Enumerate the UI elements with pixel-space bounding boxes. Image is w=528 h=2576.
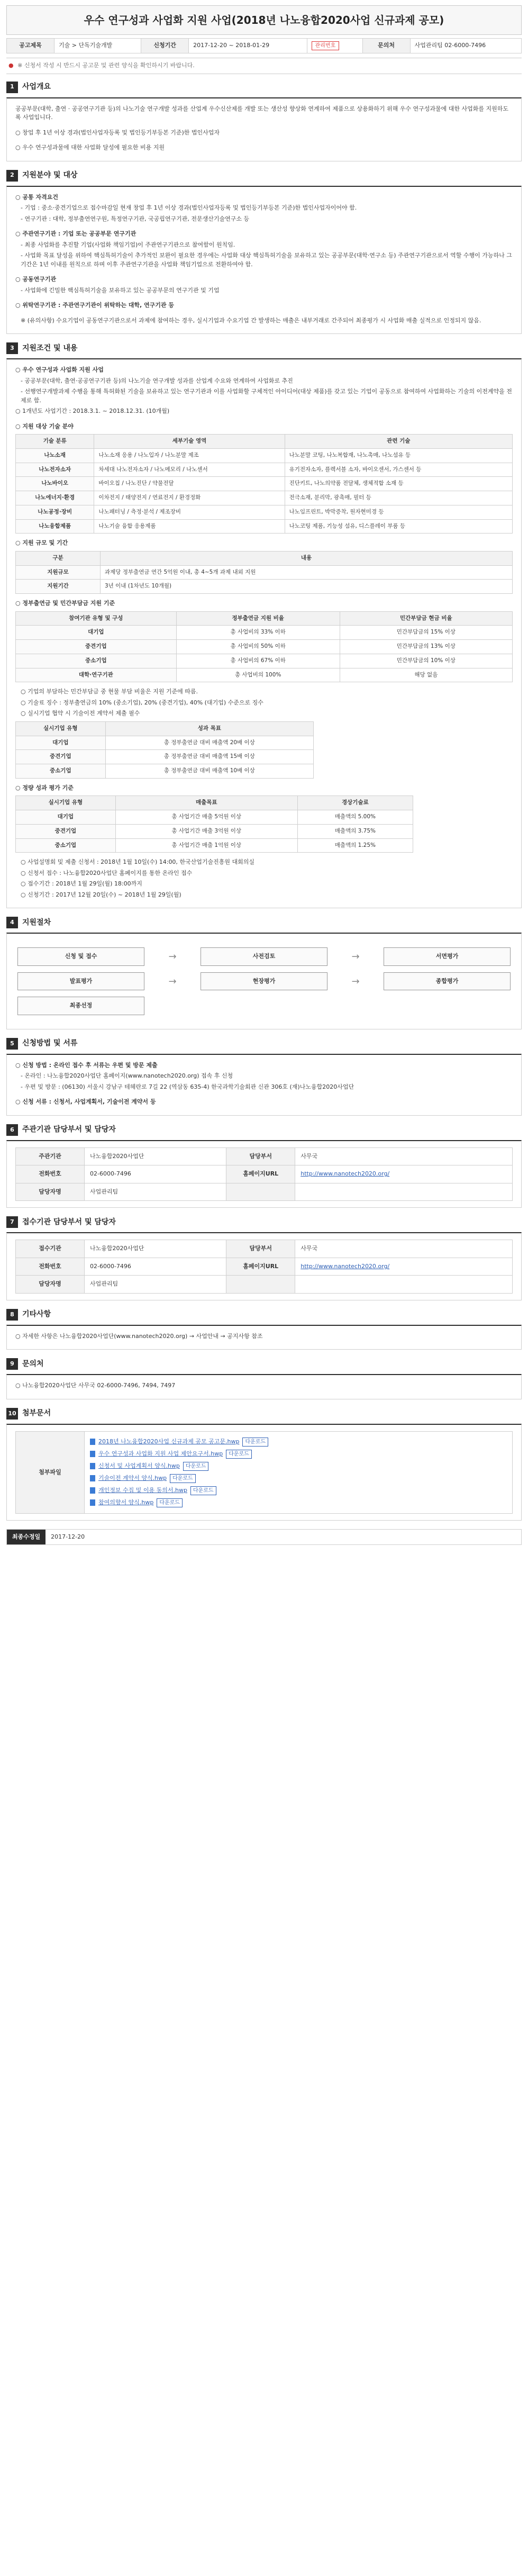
text-line: ○ 지원 대상 기술 분야 <box>15 422 74 430</box>
flow-step: 신청 및 접수 <box>17 947 144 966</box>
file-icon <box>90 1463 95 1469</box>
file-icon <box>90 1475 95 1481</box>
table-header: 내용 <box>101 551 513 565</box>
section-eligibility <box>6 170 522 335</box>
table-row: 전화번호 02-6000-7496 홈페이지URL http://www.nanotech2020.org/ <box>16 1165 513 1183</box>
section-number: 6 <box>6 1124 18 1136</box>
text-line: ○ 우수 연구성과 사업화 지원 사업 <box>15 366 104 373</box>
text-line: - 온라인 : 나노융합2020사업단 홈페이지(www.nanotech2020.org) 접속 후 신청 <box>21 1072 233 1080</box>
table-row: 나노융합제품 나노기술 융합 응용제품 나노코팅 제품, 기능성 섬유, 디스플레이 부품 등 <box>16 519 513 534</box>
section-title: 사업개요 <box>22 83 51 91</box>
table-row: 중소기업 총 사업비의 67% 이하 민간부담금의 10% 이상 <box>16 654 513 668</box>
meta-label: 공고제목 <box>7 39 54 53</box>
text-line: ○ 위탁연구기관 : 주관연구기관이 위탁하는 대학, 연구기관 등 <box>15 302 175 309</box>
section-overview <box>6 82 522 161</box>
section-title: 문의처 <box>22 1359 44 1368</box>
text-line: - 공공부문(대학, 출연·공공연구기관 등)의 나노기술 연구개발 성과를 산업계 수요와 연계하여 사업화로 추진 <box>21 377 293 384</box>
performance-table <box>15 721 314 779</box>
text-line: ○ 사업설명회 및 제출 신청서 : 2018년 1월 10일(수) 14:00, 한국산업기술진흥원 대회의실 <box>21 858 255 866</box>
table-row: 전화번호 02-6000-7496 홈페이지URL http://www.nanotech2020.org/ <box>16 1258 513 1276</box>
info-icon: ● <box>8 62 14 69</box>
text-line: - 연구기관 : 대학, 정부출연연구원, 특정연구기관, 국공립연구기관, 전문생산기술연구소 등 <box>21 215 250 222</box>
section-title: 첨부문서 <box>22 1409 51 1418</box>
file-icon <box>90 1451 95 1457</box>
text-line: ○ 정부출연금 및 민간부담금 지원 기준 <box>15 600 115 607</box>
table-row: 중견기업 총 정부출연금 대비 매출액 15배 이상 <box>16 750 314 764</box>
text-line: ○ 공동연구기관 <box>15 276 57 283</box>
download-button[interactable]: 다운로드 <box>242 1438 268 1447</box>
table-header: 관련 기술 <box>285 435 512 449</box>
table-row: 담당자명 사업관리팀 <box>16 1183 513 1201</box>
performance-criteria-table <box>15 796 413 853</box>
section-application <box>6 1038 522 1116</box>
text-line: ○ 신청기간 : 2017년 12월 20일(수) ~ 2018년 1월 29일(월) <box>21 891 181 898</box>
text-line: ○ 접수기간 : 2018년 1월 29일(월) 18:00까지 <box>21 880 142 888</box>
text-line: ○ 실시기업 협약 시 기술이전 계약서 제출 필수 <box>21 710 140 717</box>
table-row: 나노에너지·환경 이차전지 / 태양전지 / 연료전지 / 환경정화 전극소재, 분리막, 광촉매, 필터 등 <box>16 491 513 505</box>
flow-step: 최종선정 <box>17 997 144 1015</box>
section-number: 8 <box>6 1309 18 1321</box>
list-item <box>90 1472 507 1485</box>
table-row: 나노전자소자 차세대 나노전자소자 / 나노메모리 / 나노센서 유기전자소자, 플렉서블 소자, 바이오센서, 가스센서 등 <box>16 463 513 477</box>
fund-table <box>15 611 513 683</box>
meta-period: 2017-12-20 ~ 2018-01-29 <box>189 39 307 53</box>
section-title: 지원분야 및 대상 <box>22 171 78 179</box>
tech-table <box>15 434 513 534</box>
attachment-label: 첨부파일 <box>16 1431 85 1513</box>
download-button[interactable]: 다운로드 <box>226 1450 252 1459</box>
list-item <box>90 1485 507 1497</box>
table-row: 지원기간 3년 이내 (1차년도 10개월) <box>16 580 513 594</box>
section-number: 10 <box>6 1408 18 1420</box>
text-line: - 사업화에 긴밀한 핵심특허기술을 보유하고 있는 공공부문의 연구기관 및 기업 <box>21 286 220 294</box>
arrow-right-icon: → <box>351 951 360 962</box>
table-header: 경상기술료 <box>297 796 413 810</box>
attachment-link[interactable]: 2018년 나노융합2020사업 신규과제 공모 공고문.hwp <box>98 1438 240 1445</box>
attachment-link[interactable]: 우수 연구성과 사업화 지원 사업 제안요구서.hwp <box>98 1450 223 1457</box>
section-title: 지원조건 및 내용 <box>22 344 78 352</box>
homepage-link[interactable]: http://www.nanotech2020.org/ <box>301 1262 390 1270</box>
meta-contact: 사업관리팀 02-6000-7496 <box>410 39 521 53</box>
text-line: ○ 신청 서류 : 신청서, 사업계획서, 기술이전 계약서 등 <box>15 1098 156 1106</box>
meta-table <box>6 38 522 53</box>
attachment-list <box>90 1436 507 1509</box>
status-badge: 관리번호 <box>312 41 340 50</box>
text-line: ○ 정량 성과 평가 기준 <box>15 784 74 791</box>
section-procedure <box>6 917 522 1029</box>
table-row: 지원규모 과제당 정부출연금 연간 5억원 이내, 총 4~5개 과제 내외 지원 <box>16 565 513 580</box>
list-item <box>90 1460 507 1472</box>
section-support <box>6 342 522 908</box>
table-row: 담당자명 사업관리팀 <box>16 1276 513 1294</box>
table-header: 정부출연금 지원 비율 <box>176 611 340 626</box>
footer-bar <box>6 1529 522 1545</box>
file-icon <box>90 1487 95 1494</box>
text-line: - 사업화 목표 달성을 위하여 핵심특허기술이 추가적인 보완이 필요한 경우에는 사업화 대상 핵심특허기술을 보유하고 있는 공공부문(대학·연구소 등) 주관연구기관으로서 역할 수행이 가능하나 그 기간은 1년 이내를 원칙으로 하며 이후 주관연구기관을 사업화 책임기업으로 전환하여야 함. <box>21 252 512 268</box>
scale-table <box>15 551 513 594</box>
contact-table <box>15 1240 513 1294</box>
arrow-right-icon: → <box>168 951 177 962</box>
download-button[interactable]: 다운로드 <box>157 1498 183 1507</box>
flow-step: 서면평가 <box>384 947 511 966</box>
attachment-link[interactable]: 신청서 및 사업계획서 양식.hwp <box>98 1462 180 1469</box>
text-line: 공공부문(대학, 출연 · 공공연구기관 등)의 나노기술 연구개발 성과를 산업계 우수신산제를 개발 또는 생산성 향상화 연계하여 제품으로 상용화하기 위해 우수 연구성과물에 대한 사업화를 지원하도록 사업입니다. <box>15 105 508 121</box>
text-line: ○ 공통 자격요건 <box>15 193 59 201</box>
text-line: ○ 주관연구기관 : 기업 또는 공공부문 연구기관 <box>15 230 136 237</box>
arrow-right-icon: → <box>168 975 177 987</box>
list-item <box>90 1497 507 1509</box>
flow-step: 종합평가 <box>384 972 511 991</box>
section-title: 접수기관 담당부서 및 담당자 <box>22 1217 116 1226</box>
table-header: 성과 목표 <box>105 721 313 736</box>
meta-label: 신청기간 <box>141 39 189 53</box>
section-title: 기타사항 <box>22 1310 51 1319</box>
section-title: 신청방법 및 서류 <box>22 1039 78 1048</box>
section-number: 7 <box>6 1216 18 1228</box>
file-icon <box>90 1499 95 1506</box>
table-header: 민간부담금 현금 비율 <box>340 611 512 626</box>
flow-step: 사전검토 <box>201 947 327 966</box>
table-row: 나노공정·장비 나노패터닝 / 측정·분석 / 제조장비 나노임프린트, 박막증착, 원자현미경 등 <box>16 505 513 519</box>
section-attachments <box>6 1408 522 1521</box>
table-row: 중소기업 총 정부출연금 대비 매출액 10배 이상 <box>16 764 314 779</box>
list-item <box>90 1436 507 1448</box>
section-inquiry <box>6 1358 522 1399</box>
section-title: 지원절차 <box>22 918 51 927</box>
footer-value: 2017-12-20 <box>51 1533 85 1540</box>
title-box <box>6 5 522 35</box>
notice: ● ※ 신청서 작성 시 반드시 공고문 및 관련 양식을 확인하시기 바랍니다. <box>6 58 522 74</box>
attachment-link[interactable]: 기술이전 계약서 양식.hwp <box>98 1474 167 1481</box>
section-number: 3 <box>6 342 18 354</box>
text-line: ※ (유의사항) 수요기업이 공동연구기관으로서 과제에 참여하는 경우, 실시기업과 수요기업 간 발생하는 매출은 내부거래로 간주되어 최종평가 시 사업화 매출 실적으로 인정되지 않음. <box>21 317 481 324</box>
table-row: 중소기업 총 사업기간 매출 1억원 이상 매출액의 1.25% <box>16 838 413 853</box>
section-etc <box>6 1309 522 1350</box>
table-row: 중견기업 총 사업비의 50% 이하 민간부담금의 13% 이상 <box>16 640 513 654</box>
table-row: 나노소재 나노소재 응용 / 나노입자 / 나노분말 제조 나노분말 코팅, 나노복합재, 나노촉매, 나노섬유 등 <box>16 448 513 463</box>
meta-category: 기술 > 단독기술개발 <box>54 39 141 53</box>
table-header: 참여기관 유형 및 구성 <box>16 611 177 626</box>
text-line: - 선행연구개발과제 수행을 통해 특허화된 기술을 보유하고 있는 연구기관과 이를 사업화할 구체적인 아이디어(대상 제품)를 갖고 있는 기업이 공동으로 참여하여 사업화하는 기술의 이전계약을 전제로 함. <box>21 388 512 404</box>
table-row: 주관기관 나노융합2020사업단 담당부서 사무국 <box>16 1147 513 1165</box>
table-row: 중견기업 총 사업기간 매출 3억원 이상 매출액의 3.75% <box>16 824 413 838</box>
section-number: 5 <box>6 1038 18 1050</box>
text-line: - 기업 : 중소·중견기업으로 접수마감일 현재 창업 후 1년 이상 경과(법인사업자등록 및 법인등기부등본 기준)한 법인사업자이어야 함. <box>21 204 357 211</box>
section-number: 1 <box>6 82 18 93</box>
text-line: ○ 창업 후 1년 이상 경과(법인사업자등록 및 법인등기부등본 기준)한 법인사업자 <box>15 129 220 136</box>
section-number: 9 <box>6 1358 18 1370</box>
section-title: 주관기관 담당부서 및 담당자 <box>22 1125 116 1134</box>
section-receipt-contact <box>6 1216 522 1300</box>
text-line: ○ 1개년도 사업기간 : 2018.3.1. ~ 2018.12.31. (10개월) <box>15 408 170 414</box>
arrow-right-icon: → <box>351 975 360 987</box>
table-header: 기술 분류 <box>16 435 94 449</box>
text-line: ○ 자세한 사항은 나노융합2020사업단(www.nanotech2020.org) → 사업안내 → 공지사항 참조 <box>15 1332 263 1340</box>
homepage-link[interactable]: http://www.nanotech2020.org/ <box>301 1170 390 1178</box>
file-icon <box>90 1439 95 1445</box>
download-button[interactable]: 다운로드 <box>190 1486 216 1495</box>
footer-label: 최종수정일 <box>7 1530 45 1545</box>
table-row: 나노바이오 바이오칩 / 나노진단 / 약물전달 진단키트, 나노의약품 전달체, 생체적합 소재 등 <box>16 477 513 491</box>
list-item <box>90 1448 507 1460</box>
table-row: 대학·연구기관 총 사업비의 100% 해당 없음 <box>16 668 513 682</box>
text-line: ○ 나노융합2020사업단 사무국 02-6000-7496, 7494, 7497 <box>15 1382 176 1389</box>
flow-step: 발표평가 <box>17 972 144 991</box>
download-button[interactable]: 다운로드 <box>183 1462 209 1471</box>
table-row: 대기업 총 정부출연금 대비 매출액 20배 이상 <box>16 736 314 750</box>
table-row: 대기업 총 사업기간 매출 5억원 이상 매출액의 5.00% <box>16 810 413 825</box>
text-line: ○ 우수 연구성과물에 대한 사업화 달성에 필요한 비용 지원 <box>15 144 165 151</box>
section-number: 4 <box>6 917 18 928</box>
table-row: 대기업 총 사업비의 33% 이하 민간부담금의 15% 이상 <box>16 626 513 640</box>
download-button[interactable]: 다운로드 <box>170 1474 196 1483</box>
flow-step: 현장평가 <box>201 972 327 991</box>
table-header: 실시기업 유형 <box>16 796 116 810</box>
attachment-link[interactable]: 참여의향서 양식.hwp <box>98 1498 154 1506</box>
text-line: - 최종 사업화를 추진할 기업(사업화 책임기업)이 주관연구기관으로 참여함이 원칙임. <box>21 241 235 248</box>
text-line: ○ 기술료 징수 : 정부출연금의 10% (중소기업), 20% (중견기업), 40% (대기업) 수준으로 징수 <box>21 699 263 706</box>
table-row: 접수기관 나노융합2020사업단 담당부서 사무국 <box>16 1240 513 1258</box>
table-header: 구분 <box>16 551 101 565</box>
text-line: ○ 신청서 접수 : 나노융합2020사업단 홈페이지를 통한 온라인 접수 <box>21 869 193 876</box>
text-line: ○ 신청 방법 : 온라인 접수 후 서류는 우편 및 방문 제출 <box>15 1061 158 1069</box>
table-header: 실시기업 유형 <box>16 721 106 736</box>
text-line: ○ 지원 규모 및 기간 <box>15 539 68 547</box>
section-host-contact <box>6 1124 522 1208</box>
page-title: 우수 연구성과 사업화 지원 사업(2018년 나노융합2020사업 신규과제 공모) <box>84 14 444 26</box>
section-number: 2 <box>6 170 18 182</box>
table-header: 매출목표 <box>115 796 297 810</box>
text-line: ○ 기업의 부담하는 민간부담금 중 현물 부담 비율은 지원 기준에 따름. <box>21 688 198 695</box>
attachment-table <box>15 1431 513 1514</box>
table-header: 세부기술 영역 <box>94 435 285 449</box>
procedure-flow <box>15 940 513 1023</box>
meta-label: 문의처 <box>362 39 410 53</box>
contact-table <box>15 1147 513 1201</box>
text-line: - 우편 및 방문 : (06130) 서울시 강남구 테헤란로 7길 22 (역삼동 635-4) 한국과학기술회관 신관 306호 (재)나노융합2020사업단 <box>21 1083 354 1090</box>
attachment-link[interactable]: 개인정보 수집 및 이용 동의서.hwp <box>98 1486 187 1494</box>
